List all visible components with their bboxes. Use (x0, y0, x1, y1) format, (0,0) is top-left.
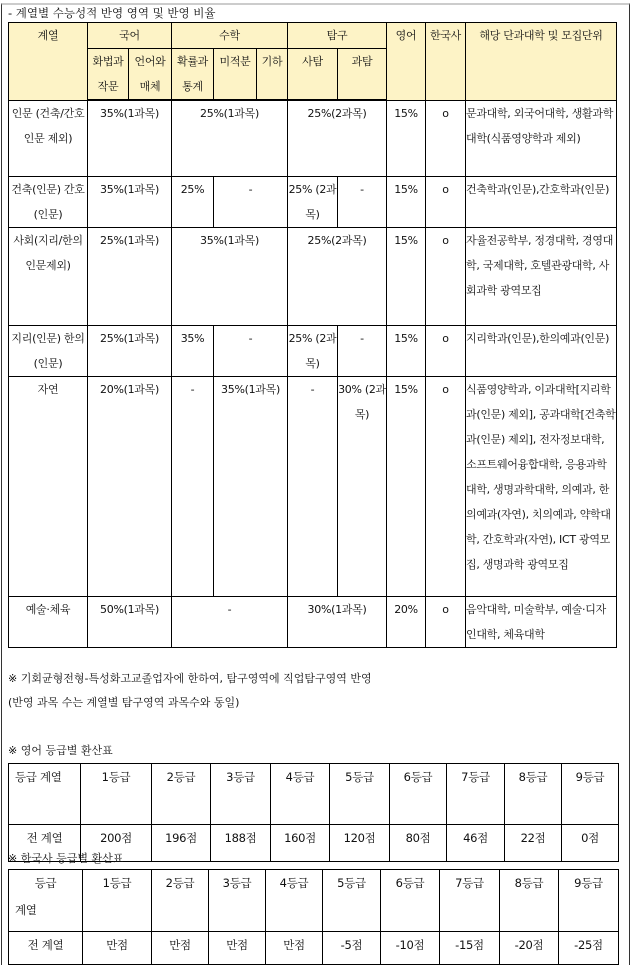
corner-bottom: 계열 (15, 903, 37, 917)
grade-header: 2등급 (152, 764, 211, 825)
note-line: (반영 과목 수는 계열별 탐구영역 과목수와 동일) (8, 696, 240, 709)
score-cell: -5점 (323, 932, 381, 965)
cell-inquiry-a: 25% (2과목) (288, 325, 338, 376)
cell-track: 자연 (9, 376, 88, 596)
score-cell: -10점 (381, 932, 440, 965)
grade-header: 7등급 (440, 870, 500, 932)
cell-english: 20% (387, 596, 426, 647)
header-sub: 사탐 (288, 49, 338, 101)
header-sub: 기하 (257, 49, 288, 101)
cell-math-a: 35% (172, 325, 214, 376)
cell-math-a: - (172, 376, 214, 596)
cell-math: - (172, 596, 288, 647)
cell-track: 사회(지리/한의 인문제외) (9, 227, 88, 325)
grade-header: 9등급 (559, 870, 619, 932)
score-cell: 0점 (562, 825, 619, 862)
header-math: 수학 (172, 23, 288, 49)
score-cell: 만점 (152, 932, 209, 965)
cell-inquiry-a: - (288, 376, 338, 596)
grade-header: 2등급 (152, 870, 209, 932)
grade-header: 8등급 (500, 870, 559, 932)
cell-math: 25%(1과목) (172, 100, 288, 176)
header-sub: 언어와 매체 (129, 49, 172, 101)
history-grade-table (8, 869, 619, 965)
header-history: 한국사 (426, 23, 466, 101)
cell-korean: 35%(1과목) (88, 176, 172, 227)
score-cell: 46점 (447, 825, 505, 862)
cell-units: 식품영양학과, 이과대학[지리학과(인문) 제외], 공과대학[건축학과(인문) 제외], 전자정보대학, 소프트웨어융합대학, 응용과학대학, 생명과학대학, 의예과, 한의예과(자연), 치의예과, 약학대학, 간호학과(자연), ICT 광역모집, 생명과학 광역모집 (466, 376, 617, 596)
header-korean: 국어 (88, 23, 172, 49)
note-line: ※ 기회균형전형-특성화고교졸업자에 한하여, 탐구영역에 직업탐구영역 반영 (8, 672, 372, 685)
cell-inquiry-b: - (338, 325, 387, 376)
score-cell: 120점 (330, 825, 390, 862)
cell-inquiry: 25%(2과목) (288, 100, 387, 176)
grade-header: 6등급 (390, 764, 447, 825)
score-cell: -20점 (500, 932, 559, 965)
header-inquiry: 탐구 (288, 23, 387, 49)
cell-korean: 20%(1과목) (88, 376, 172, 596)
corner-cell: 등급 계열 (9, 764, 81, 825)
cell-math-b: 35%(1과목) (214, 376, 288, 596)
score-cell: 160점 (271, 825, 330, 862)
cell-math-a: 25% (172, 176, 214, 227)
cell-history: o (426, 100, 466, 176)
cell-track: 인문 (건축/간호인문 제외) (9, 100, 88, 176)
cell-inquiry-b: - (338, 176, 387, 227)
english-table-title: ※ 영어 등급별 환산표 (8, 744, 113, 757)
grade-header: 1등급 (81, 764, 152, 825)
table-row (9, 596, 617, 647)
grade-header: 8등급 (505, 764, 562, 825)
score-cell: 196점 (152, 825, 211, 862)
row-label: 전 계열 (9, 825, 81, 862)
header-sub: 확률과 통계 (172, 49, 214, 101)
cell-korean: 25%(1과목) (88, 227, 172, 325)
table-row (9, 227, 617, 325)
cell-track: 건축(인문) 간호(인문) (9, 176, 88, 227)
header-sub: 화법과 작문 (88, 49, 129, 101)
grade-header: 1등급 (83, 870, 152, 932)
grade-header: 4등급 (266, 870, 323, 932)
header-units: 해당 단과대학 및 모집단위 (466, 23, 617, 101)
table-row (9, 176, 617, 227)
cell-english: 15% (387, 176, 426, 227)
cell-track: 지리(인문) 한의(인문) (9, 325, 88, 376)
header-track: 계열 (9, 23, 88, 101)
score-cell: 188점 (211, 825, 271, 862)
cell-units: 음악대학, 미술학부, 예술·디자인대학, 체육대학 (466, 596, 617, 647)
score-cell: 만점 (83, 932, 152, 965)
english-grade-table (8, 763, 619, 862)
cell-math-b: - (214, 325, 288, 376)
cell-inquiry-b: 30% (2과목) (338, 376, 387, 596)
cell-history: o (426, 325, 466, 376)
table-row (9, 325, 617, 376)
reflection-ratio-table (8, 22, 617, 648)
cell-units: 자율전공학부, 정경대학, 경영대학, 국제대학, 호텔관광대학, 사회과학 광역모집 (466, 227, 617, 325)
history-table-title: ※ 한국사 등급별 환산표 (8, 852, 124, 865)
cell-math-b: - (214, 176, 288, 227)
cell-korean: 25%(1과목) (88, 325, 172, 376)
cell-units: 건축학과(인문),간호학과(인문) (466, 176, 617, 227)
cell-english: 15% (387, 325, 426, 376)
row-label: 전 계열 (9, 932, 83, 965)
header-sub: 과탐 (338, 49, 387, 101)
cell-english: 15% (387, 227, 426, 325)
corner-top: 등급 (34, 876, 57, 890)
grade-header: 5등급 (323, 870, 381, 932)
cell-history: o (426, 596, 466, 647)
table-row (9, 100, 617, 176)
corner-cell (9, 870, 83, 932)
header-english: 영어 (387, 23, 426, 101)
grade-header: 3등급 (209, 870, 266, 932)
grade-header: 4등급 (271, 764, 330, 825)
cell-history: o (426, 227, 466, 325)
grade-header: 5등급 (330, 764, 390, 825)
score-cell: 22점 (505, 825, 562, 862)
cell-units: 지리학과(인문),한의예과(인문) (466, 325, 617, 376)
header-sub: 미적분 (214, 49, 257, 101)
score-cell: 200점 (81, 825, 152, 862)
grade-header: 9등급 (562, 764, 619, 825)
score-cell: 만점 (209, 932, 266, 965)
grade-header: 6등급 (381, 870, 440, 932)
cell-math: 35%(1과목) (172, 227, 288, 325)
cell-english: 15% (387, 100, 426, 176)
cell-units: 문과대학, 외국어대학, 생활과학대학(식품영양학과 제외) (466, 100, 617, 176)
cell-inquiry: 30%(1과목) (288, 596, 387, 647)
score-cell: -15점 (440, 932, 500, 965)
cell-history: o (426, 176, 466, 227)
grade-header: 3등급 (211, 764, 271, 825)
score-cell: -25점 (559, 932, 619, 965)
cell-korean: 35%(1과목) (88, 100, 172, 176)
score-cell: 만점 (266, 932, 323, 965)
cell-english: 15% (387, 376, 426, 596)
grade-header: 7등급 (447, 764, 505, 825)
cell-history: o (426, 376, 466, 596)
score-cell: 80점 (390, 825, 447, 862)
table-row (9, 376, 617, 596)
section-title: - 계열별 수능성적 반영 영역 및 반영 비율 (8, 6, 216, 20)
cell-track: 예술·체육 (9, 596, 88, 647)
cell-korean: 50%(1과목) (88, 596, 172, 647)
cell-inquiry: 25%(2과목) (288, 227, 387, 325)
cell-inquiry-a: 25% (2과목) (288, 176, 338, 227)
